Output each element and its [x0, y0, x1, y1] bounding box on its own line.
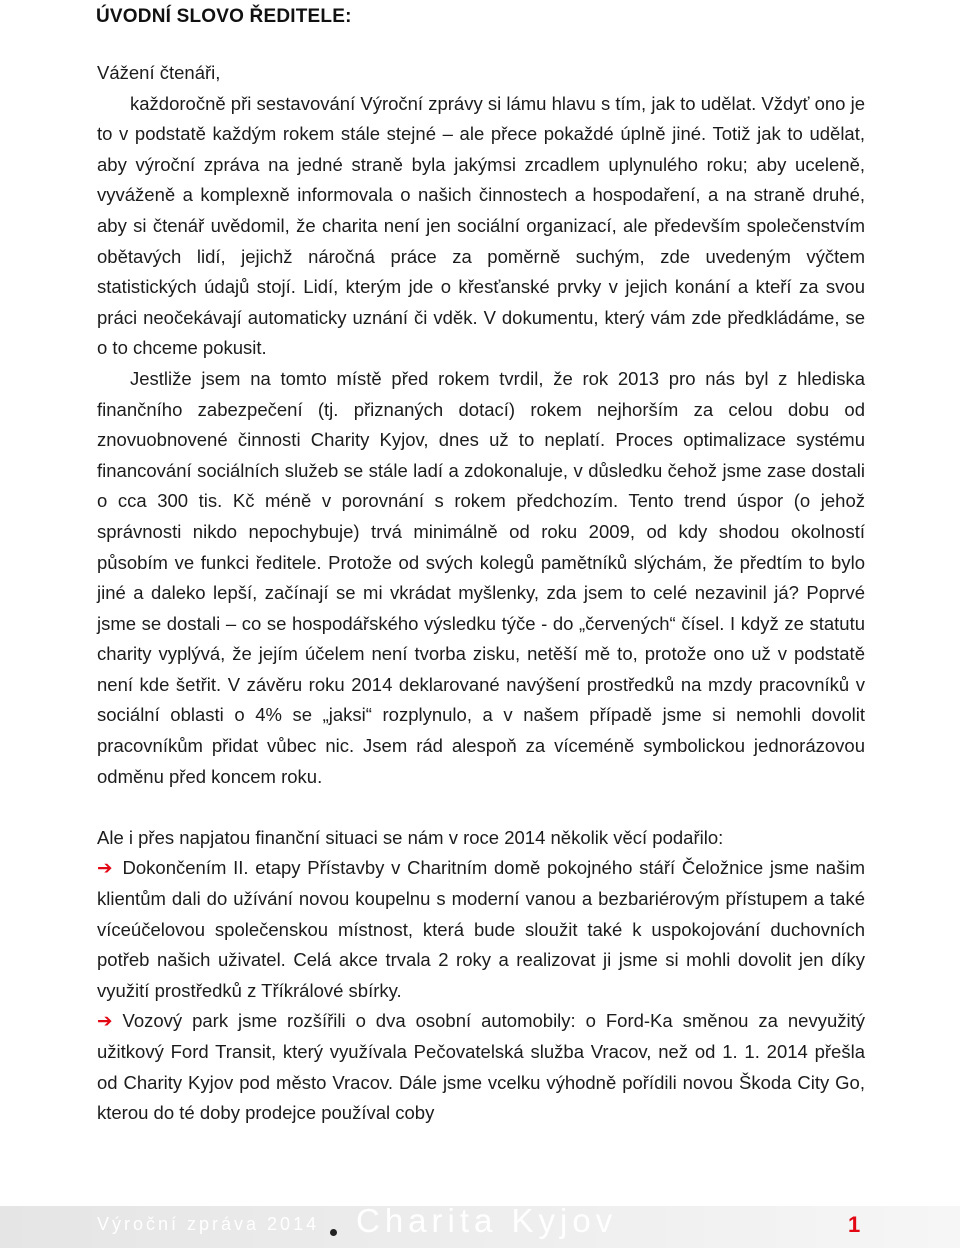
footer-report-title: Výroční zpráva 2014 — [97, 1214, 320, 1234]
list-item — [97, 853, 865, 1006]
list-item-text: Dokončením II. etapy Přístavby v Charitním domě pokojného stáří Čeložnice jsme našim klientům dali do užívání novou koupelnu s moderní vanou a bezbariérovým přístupem a také víceúčelovou společenskou místnost, která bude sloužit také k uspokojování duchovních potřeb našich uživatel. Celá akce trvala 2 roky a realizovat ji jsme si mohli dovolit jen díky využití prostředků z Tříkrálové sbírky. — [97, 857, 865, 1001]
page-number: 1 — [848, 1212, 861, 1237]
article-body — [97, 58, 865, 1129]
greeting: Vážení čtenáři, — [97, 62, 221, 83]
paragraph-finances: Jestliže jsem na tomto místě před rokem tvrdil, že rok 2013 pro nás byl z hlediska finančního zabezpečení (tj. přiznaných dotací) rokem nejhorším za celou dobu od znovuobnovené činnosti Charity Kyjov, dnes už to neplatí. Proces optimalizace systému financování sociálních služeb se stále ladí a zdokonaluje, v důsledku čehož jsme zase dostali o cca 300 tis. Kč méně v porovnání s rokem předchozím. Tento trend úspor (o jehož správnosti nikdo nepochybuje) trvá minimálně od roku 2009, od kdy shodou okolností působím ve funkci ředitele. Protože od svých kolegů pamětníků slýchám, že předtím to bylo jiné a daleko lepší, začínají se mi vkrádat myšlenky, zda jsem to celé nezavinil já? Poprvé jsme se dostali – co se hospodářského výsledku týče - do „červených“ čísel. I když ze statutu charity vyplývá, že jejím účelem není tvorba zisku, netěší mě to, protože ono už v podstatě není kde šetřit. V závěru roku 2014 deklarované navýšení prostředků na mzdy pracovníků v sociální oblasti o 4% se „jaksi“ rozplynulo, a v našem případě jsme si nemohli dovolit pracovníkům přidat vůbec nic. Jsem rád alespoň za víceméně symbolickou jednorázovou odměnu před koncem roku. — [97, 367, 865, 787]
paragraph-spacer — [97, 792, 865, 823]
page-title: ÚVODNÍ SLOVO ŘEDITELE: — [96, 6, 352, 27]
arrow-right-icon: ➔ — [97, 857, 113, 879]
list-item — [97, 1006, 865, 1128]
paragraph-achievements-intro: Ale i přes napjatou finanční situaci se nám v roce 2014 několik věcí podařilo: — [97, 826, 724, 848]
arrow-right-icon: ➔ — [97, 1010, 113, 1032]
footer-organization: Charita Kyjov — [356, 1202, 618, 1239]
footer-separator-dot — [330, 1229, 337, 1236]
paragraph-intro: každoročně při sestavování Výroční zprávy si lámu hlavu s tím, jak to udělat. Vždyť ono je to v podstatě každým rokem stále stejné – ale přece pokaždé úplně jiné. Totiž jak to udělat, aby výroční zpráva na jedné straně byla jakýmsi zrcadlem uplynulého roku; aby uceleně, vyváženě a komplexně informovala o našich činnostech a hospodaření, a na straně druhé, aby si čtenář uvědomil, že charita není jen sociální organizací, ale především společenstvím obětavých lidí, jejichž náročná práce za poměrně suchým, zde uvedeným výčtem statistických údajů stojí. Lidí, kterým jde o křesťanské prvky v jejich konání a kteří za svou práci neočekávají automaticky uznání či vděk. V dokumentu, který vám zde předkládáme, se o to chceme pokusit. — [97, 92, 865, 359]
list-item-text: Vozový park jsme rozšířili o dva osobní automobily: o Ford-Ka směnou za nevyužitý užitkový Ford Transit, který využívala Pečovatelská služba Vracov, než od 1. 1. 2014 přešla od Charity Kyjov pod město Vracov. Dále jsme vcelku výhodně pořídili novou Škoda City Go, kterou do té doby prodejce používal coby — [97, 1010, 865, 1124]
